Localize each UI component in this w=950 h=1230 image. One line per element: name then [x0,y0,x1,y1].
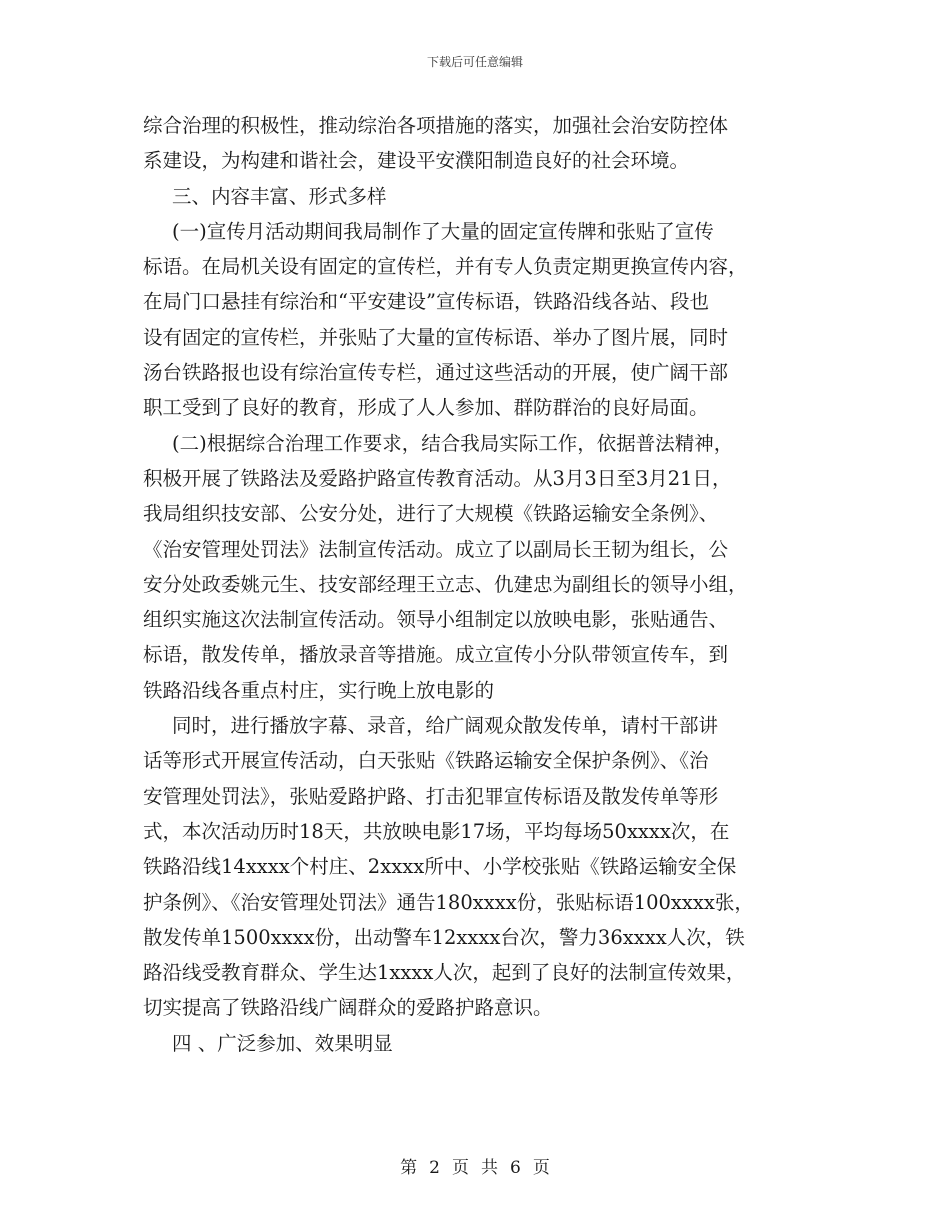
text-line: 我局组织技安部、公安分处，进行了大规模《铁路运输安全条例》、 [143,502,719,526]
text-line: 积极开展了铁路法及爱路护路宣传教育活动。从3月3日至3月21日， [143,466,732,490]
footer-suffix: 页 [532,1158,550,1178]
text-line: (二)根据综合治理工作要求，结合我局实际工作，依据普法精神， [172,431,734,455]
text-line: 系建设，为构建和谐社会，建设平安濮阳制造良好的社会环境。 [143,149,690,173]
footer-page-number: 2 [429,1158,440,1178]
text-line: 职工受到了良好的教育，形成了人人参加、群防群治的良好局面。 [143,396,709,420]
text-line: 标语，散发传单，播放录音等措施。成立宣传小分队带领宣传车，到 [143,643,729,667]
text-line: 《治安管理处罚法》法制宣传活动。成立了以副局长王韧为组长，公 [143,537,729,561]
text-line: 安管理处罚法》，张贴爱路护路、打击犯罪宣传标语及散发传单等形 [143,784,719,808]
text-line: 安分处政委姚元生、技安部经理王立志、仇建忠为副组长的领导小组， [143,572,748,596]
document-body [143,108,813,1061]
text-line: 组织实施这次法制宣传活动。领导小组制定以放映电影，张贴通告、 [143,608,729,632]
text-line: 切实提高了铁路沿线广阔群众的爱路护路意识。 [143,996,553,1020]
footer-total-prefix: 共 [481,1158,498,1178]
page-footer [0,1153,950,1178]
text-line: 在局门口悬挂有综治和“平安建设”宣传标语，铁路沿线各站、段也 [143,290,709,314]
text-line: 护条例》、《治安管理处罚法》通告180xxxx份，张贴标语100xxxx张， [143,890,754,914]
footer-total-pages: 6 [510,1158,521,1178]
text-line: 设有固定的宣传栏，并张贴了大量的宣传标语、举办了图片展，同时 [143,325,729,349]
text-line: 路沿线受教育群众、学生达1xxxx人次，起到了良好的法制宣传效果， [143,961,746,985]
text-line: 综合治理的积极性，推动综治各项措施的落实，加强社会治安防控体 [143,114,729,137]
text-line: 铁路沿线各重点村庄，实行晚上放电影的 [143,678,495,702]
footer-middle: 页 [452,1158,469,1178]
text-line: (一)宣传月活动期间我局制作了大量的固定宣传牌和张贴了宣传 [172,219,714,243]
section-heading: 三、内容丰富、形式多样 [172,184,387,208]
text-line: 话等形式开展宣传活动，白天张贴《铁路运输安全保护条例》、《治 [143,749,709,773]
page-header: 下载后可任意编辑 [426,55,523,69]
text-line: 铁路沿线14xxxx个村庄、2xxxx所中、小学校张贴《铁路运输安全保 [143,855,737,879]
section-heading: 四 、广泛参加、效果明显 [172,1031,393,1055]
text-line: 同时，进行播放字幕、录音，给广阔观众散发传单，请村干部讲 [172,714,719,738]
text-line: 汤台铁路报也设有综治宣传专栏，通过这些活动的开展，使广阔干部 [143,361,729,385]
text-line: 式，本次活动历时18天，共放映电影17场，平均每场50xxxx次，在 [143,819,730,843]
text-line: 标语。在局机关设有固定的宣传栏，并有专人负责定期更换宣传内容， [143,255,748,279]
text-line: 散发传单1500xxxx份，出动警车12xxxx台次，警力36xxxx人次，铁 [143,925,745,949]
footer-prefix: 第 [400,1158,418,1178]
